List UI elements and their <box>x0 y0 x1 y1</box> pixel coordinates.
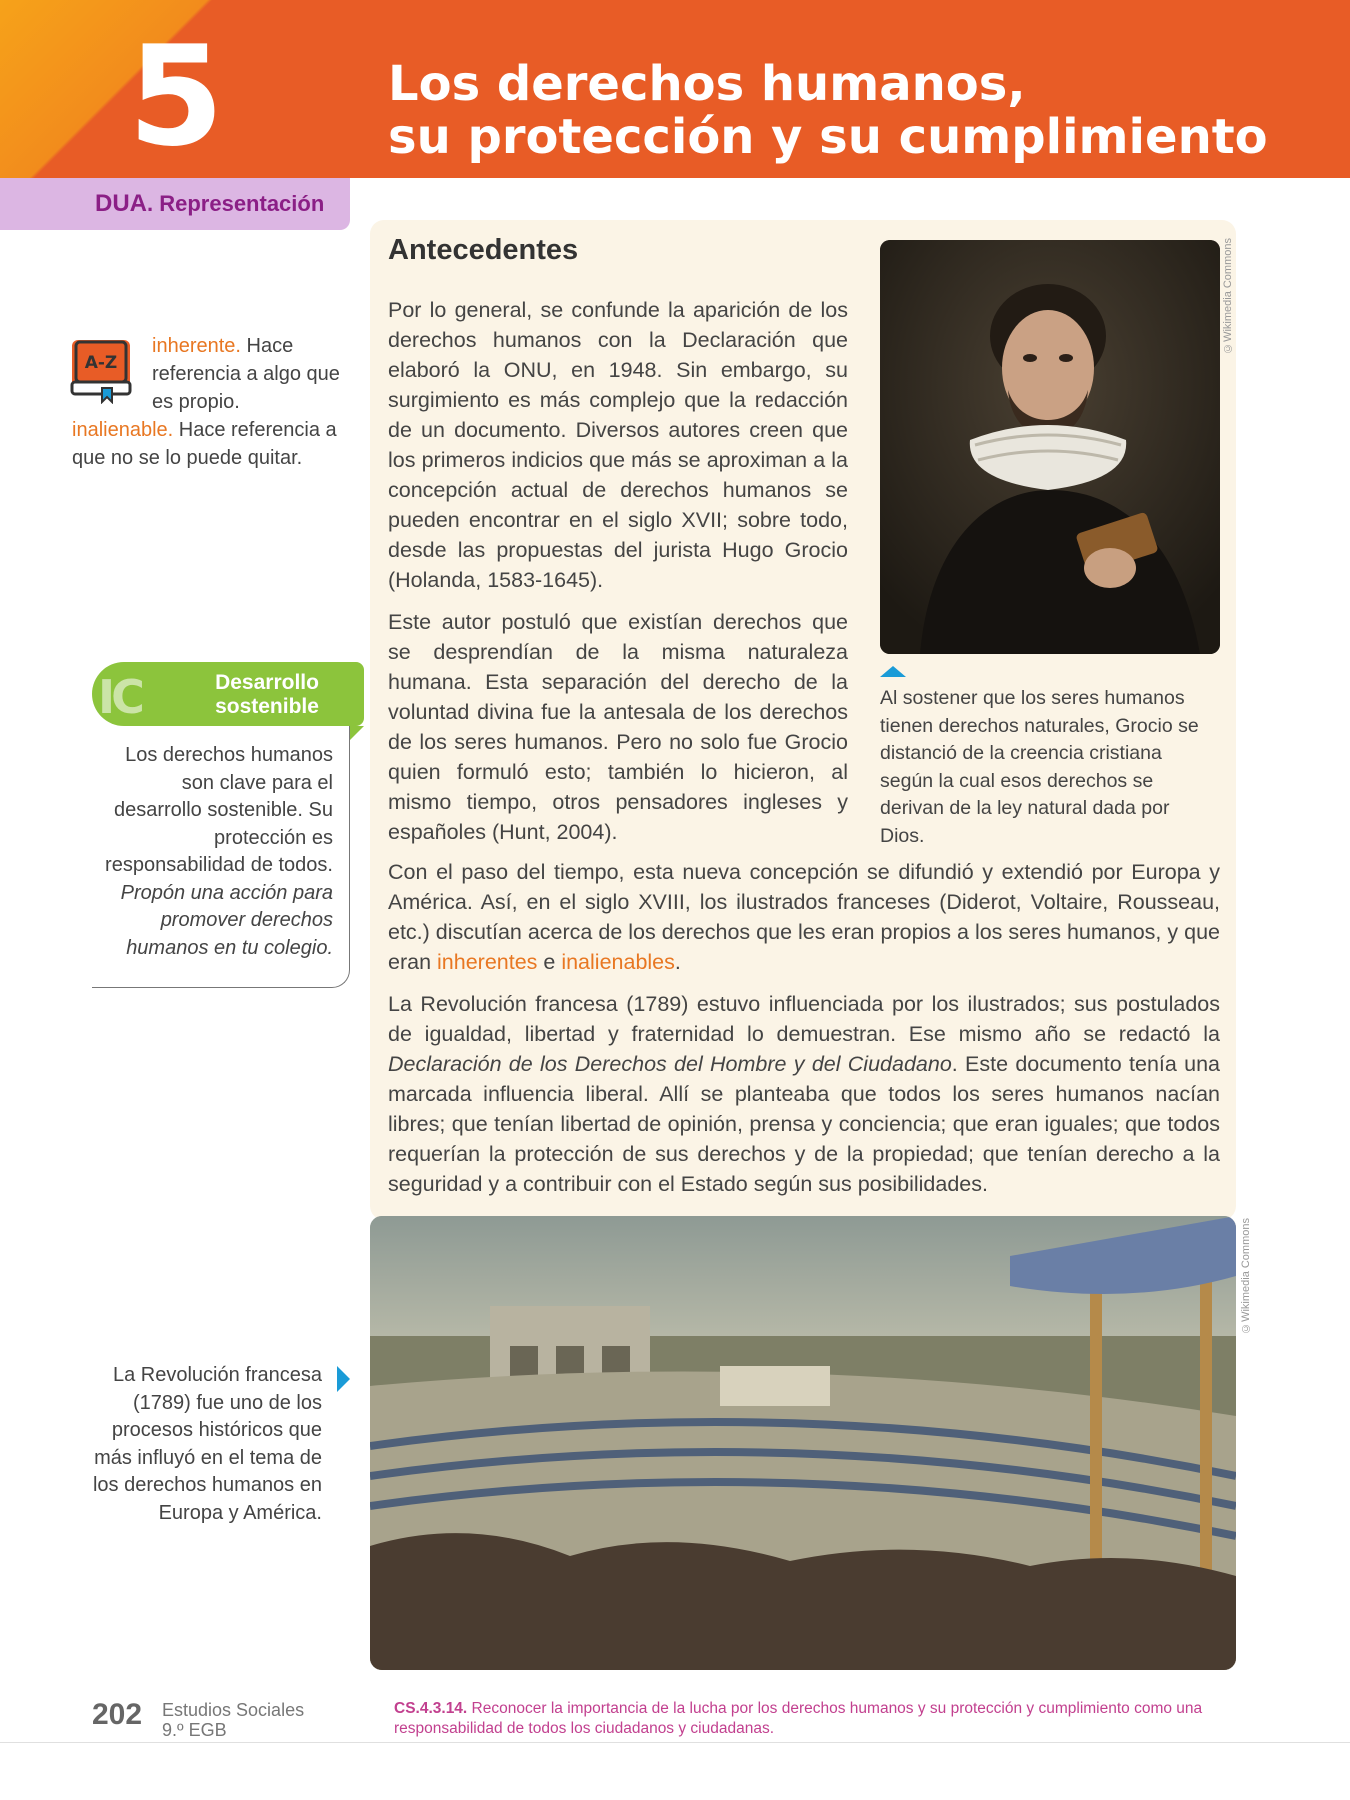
glossary-box <box>72 332 347 472</box>
book-title-line2: 9.º EGB <box>162 1720 227 1740</box>
glossary-entry-inherente <box>72 332 347 416</box>
paragraph-3-end: . <box>674 950 681 974</box>
term-link-inalienables[interactable]: inalienables <box>561 950 675 974</box>
sustainable-text: Los derechos humanos son clave para el desarrollo sostenible. Su protección es responsabilidad de todos. <box>105 744 333 876</box>
footer-divider <box>0 1742 1350 1743</box>
dua-label-sub: . Representación <box>147 191 325 216</box>
dua-label <box>0 178 350 230</box>
narrow-column-text <box>388 295 848 859</box>
glossary-definition: Hace referencia a algo que es propio. <box>152 335 340 413</box>
paragraph-4 <box>388 989 1220 1199</box>
revolution-illustration <box>370 1216 1236 1670</box>
sustainable-question: Propón una acción para promover derechos humanos en tu colegio. <box>120 881 333 959</box>
caption-pointer-icon <box>880 666 906 677</box>
hugo-grocio-portrait-image <box>880 240 1220 654</box>
sustainable-development-header <box>92 662 364 726</box>
revolution-caption: La Revolución francesa (1789) fue uno de los procesos históricos que más influyó en el tema de los derechos humanos en Europa y América. <box>92 1364 322 1524</box>
caption-pointer-icon <box>337 1366 350 1392</box>
term-link-inherentes[interactable]: inherentes <box>437 950 538 974</box>
book-title <box>162 1700 304 1740</box>
photo-credit: ©Wikimedia Commons <box>1222 238 1234 354</box>
chapter-title <box>388 58 1268 164</box>
sustainable-development-body <box>92 726 350 988</box>
sustainable-box-corner <box>350 726 364 740</box>
chapter-title-line2: su protección y su cumplimiento <box>388 109 1268 165</box>
ic-logo-icon: IC <box>98 670 141 724</box>
paragraph-2: Este autor postuló que existían derechos que se desprendían de la misma naturaleza humana. Esta separación del derecho de la voluntad divina fue la antesala de los derechos de los seres humanos. Pero no solo fue Grocio quien formuló esto; también lo hicieron, al mismo tiempo, otros pensadores ingleses y españoles (Hunt, 2004). <box>388 610 848 844</box>
glossary-term: inalienable. <box>72 419 174 441</box>
chapter-title-line1: Los derechos humanos, <box>388 56 1026 112</box>
paragraph-4-text: La Revolución francesa (1789) estuvo influenciada por los ilustrados; sus postulados de igualdad, libertad y fraternidad lo demuestran. Ese mismo año se redactó la <box>388 992 1220 1046</box>
paragraph-3 <box>388 857 1220 977</box>
paragraph-4-end: . Este documento tenía una marcada influencia liberal. Allí se planteaba que todos los seres humanos nacían libres; que tenían libertad de opinión, prensa y conciencia; que eran iguales; que todos requerían la protección de sus derechos y de la propiedad; que tenían derecho a la seguridad y a contribuir con el Estado según sus posibilidades. <box>388 1052 1220 1196</box>
paragraph-3-connector: e <box>537 950 562 974</box>
objective-text: Reconocer la importancia de la lucha por los derechos humanos y su protección y cumplimiento como una responsabilidad de todos los ciudadanos y ciudadanas. <box>394 1700 1203 1737</box>
dua-label-main: DUA <box>95 190 147 217</box>
sustainable-development-title: Desarrollo sostenible <box>215 671 319 718</box>
wide-column-text <box>388 857 1220 1211</box>
declaration-title: Declaración de los Derechos del Hombre y del Ciudadano <box>388 1052 952 1076</box>
objective-code: CS.4.3.14. <box>394 1700 468 1717</box>
paragraph-1: Por lo general, se confunde la aparición de los derechos humanos con la Declaración que elaboró la ONU, en 1948. Sin embargo, su surgimiento es más complejo que la redacción de un documento. Diversos autores creen que los primeros indicios que más se aproximan a la concepción actual de derechos humanos se pueden encontrar en el siglo XVII; sobre todo, desde las propuestas del jurista Hugo Grocio (Holanda, 1583-1645). <box>388 298 848 592</box>
portrait-illustration <box>880 240 1220 654</box>
photo-credit: ©Wikimedia Commons <box>1240 1218 1252 1334</box>
dictionary-icon-label: A-Z <box>84 353 118 373</box>
paragraph-3-text: Con el paso del tiempo, esta nueva concepción se difundió y extendió por Europa y América. Así, en el siglo XVIII, los ilustrados franceses (Diderot, Voltaire, Rousseau, etc.) discutían acerca de los derechos que les eran propios a los seres humanos, y que eran <box>388 860 1220 974</box>
section-title: Antecedentes <box>388 234 579 266</box>
book-title-line1: Estudios Sociales <box>162 1700 305 1720</box>
glossary-term: inherente. <box>152 335 241 357</box>
page-number: 202 <box>92 1698 143 1731</box>
glossary-definition: Hace referencia a que no se lo puede quitar. <box>72 419 337 469</box>
french-revolution-image <box>370 1216 1236 1670</box>
glossary-entry-inalienable <box>72 419 337 469</box>
learning-objective <box>394 1699 1244 1739</box>
chapter-number: 5 <box>128 16 225 177</box>
portrait-caption: Al sostener que los seres humanos tienen derechos naturales, Grocio se distanció de la creencia cristiana según la cual esos derechos se derivan de la ley natural dada por Dios. <box>880 687 1199 847</box>
